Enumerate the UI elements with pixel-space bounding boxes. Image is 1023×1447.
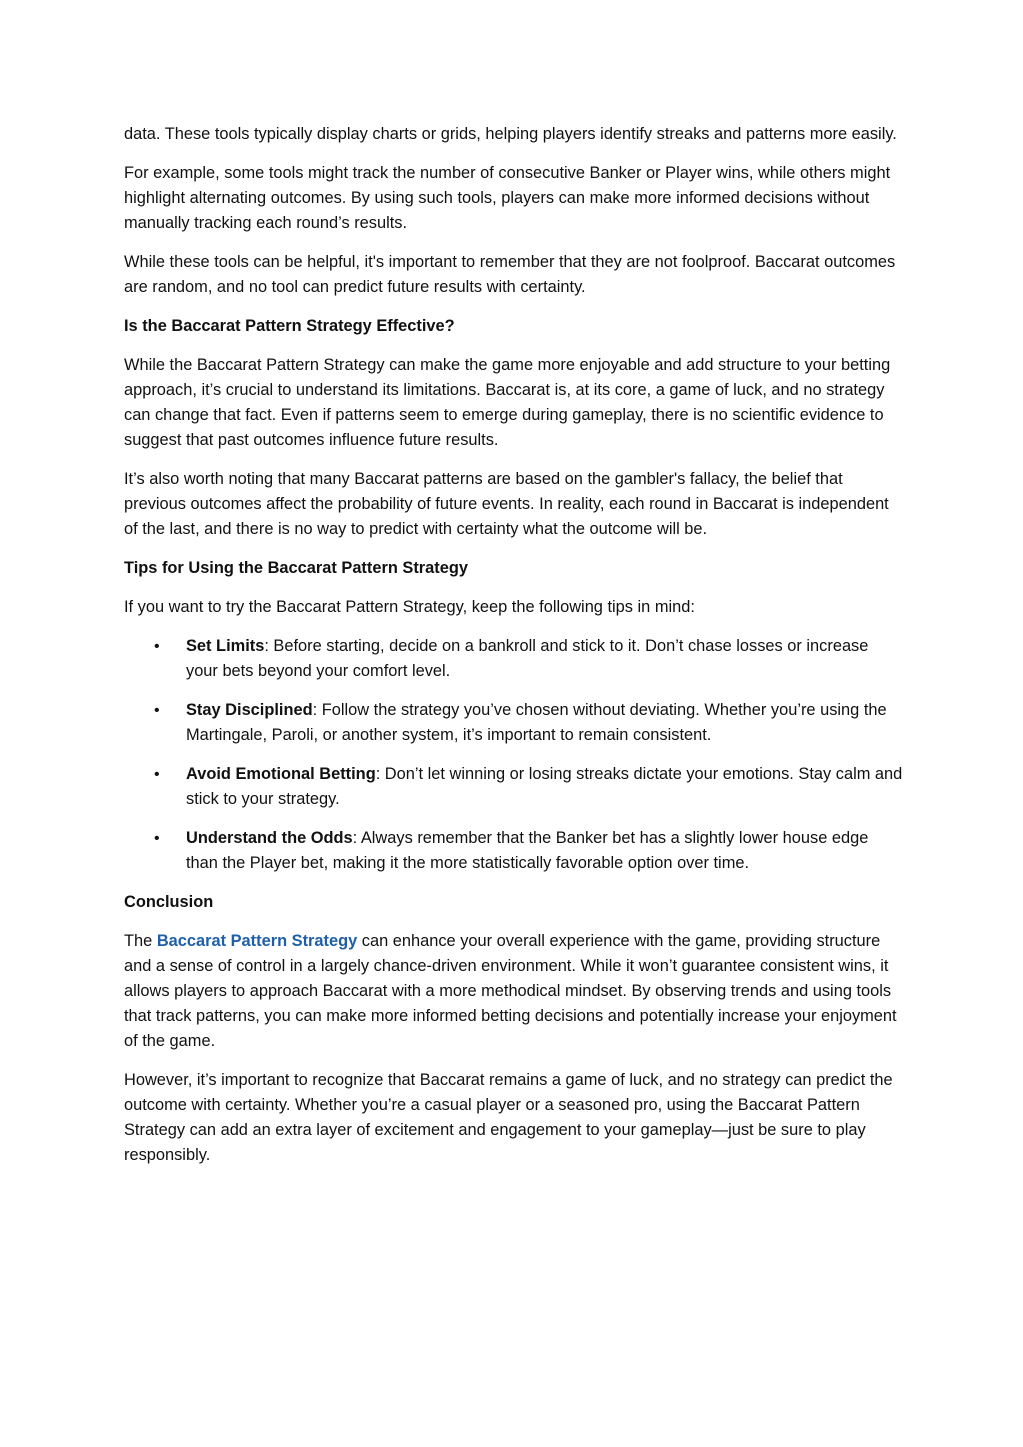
bullet-icon: • <box>154 638 160 655</box>
tips-intro: If you want to try the Baccarat Pattern Strategy, keep the following tips in mind: <box>124 598 695 616</box>
tip-text: : Follow the strategy you’ve chosen without deviating. Whether you’re using the Martingale, Paroli, or another system, it’s important to remain consistent. <box>186 701 887 744</box>
intro-paragraph-1: data. These tools typically display charts or grids, helping players identify streaks and patterns more easily. <box>124 125 897 143</box>
effective-paragraph-1: While the Baccarat Pattern Strategy can make the game more enjoyable and add structure to your betting approach, it’s crucial to understand its limitations. Baccarat is, at its core, a game of luck, and no strategy can change that fact. Even if patterns seem to emerge during gameplay, there is no scientific evidence to suggest that past outcomes influence future results. <box>124 356 891 449</box>
baccarat-pattern-strategy-link[interactable]: Baccarat Pattern Strategy <box>156 932 358 950</box>
tip-item-stay-disciplined <box>124 698 904 748</box>
tip-term: Set Limits <box>186 637 265 655</box>
bullet-icon: • <box>154 766 160 783</box>
effective-heading: Is the Baccarat Pattern Strategy Effective? <box>124 317 455 335</box>
tip-term: Avoid Emotional Betting <box>186 765 376 783</box>
conclusion-heading: Conclusion <box>124 893 214 911</box>
tip-term: Stay Disciplined <box>186 701 313 719</box>
document-page <box>124 122 904 1182</box>
tip-item-avoid-emotional-betting <box>124 762 904 812</box>
tip-item-understand-the-odds <box>124 826 904 876</box>
conclusion-text-before: The <box>124 932 157 950</box>
tips-heading: Tips for Using the Baccarat Pattern Strategy <box>124 559 468 577</box>
tip-term: Understand the Odds <box>186 829 353 847</box>
bullet-icon: • <box>154 830 160 847</box>
conclusion-paragraph-2: However, it’s important to recognize that Baccarat remains a game of luck, and no strategy can predict the outcome with certainty. Whether you’re a casual player or a seasoned pro, using the Baccarat Pattern Strategy can add an extra layer of excitement and engagement to your gameplay—just be sure to play responsibly. <box>124 1071 893 1164</box>
tip-text: : Don’t let winning or losing streaks dictate your emotions. Stay calm and stick to your strategy. <box>186 765 903 808</box>
tip-item-set-limits <box>124 634 904 684</box>
intro-paragraph-3: While these tools can be helpful, it's important to remember that they are not foolproof. Baccarat outcomes are random, and no tool can predict future results with certainty. <box>124 253 896 296</box>
effective-paragraph-2: It’s also worth noting that many Baccarat patterns are based on the gambler's fallacy, the belief that previous outcomes affect the probability of future events. In reality, each round in Baccarat is independent of the last, and there is no way to predict with certainty what the outcome will be. <box>124 470 889 538</box>
conclusion-text-after: can enhance your overall experience with the game, providing structure and a sense of control in a largely chance-driven environment. While it won’t guarantee consistent wins, it allows players to approach Baccarat with a more methodical mindset. By observing trends and using tools that track patterns, you can make more informed betting decisions and potentially increase your enjoyment of the game. <box>124 932 897 1050</box>
tips-list <box>124 634 904 876</box>
tip-text: : Always remember that the Banker bet has a slightly lower house edge than the Player bet, making it the more statistically favorable option over time. <box>186 829 869 872</box>
tip-text: : Before starting, decide on a bankroll and stick to it. Don’t chase losses or increase your bets beyond your comfort level. <box>186 637 869 680</box>
intro-paragraph-2: For example, some tools might track the number of consecutive Banker or Player wins, while others might highlight alternating outcomes. By using such tools, players can make more informed decisions without manually tracking each round’s results. <box>124 164 891 232</box>
bullet-icon: • <box>154 702 160 719</box>
conclusion-paragraph-1 <box>124 929 904 1054</box>
